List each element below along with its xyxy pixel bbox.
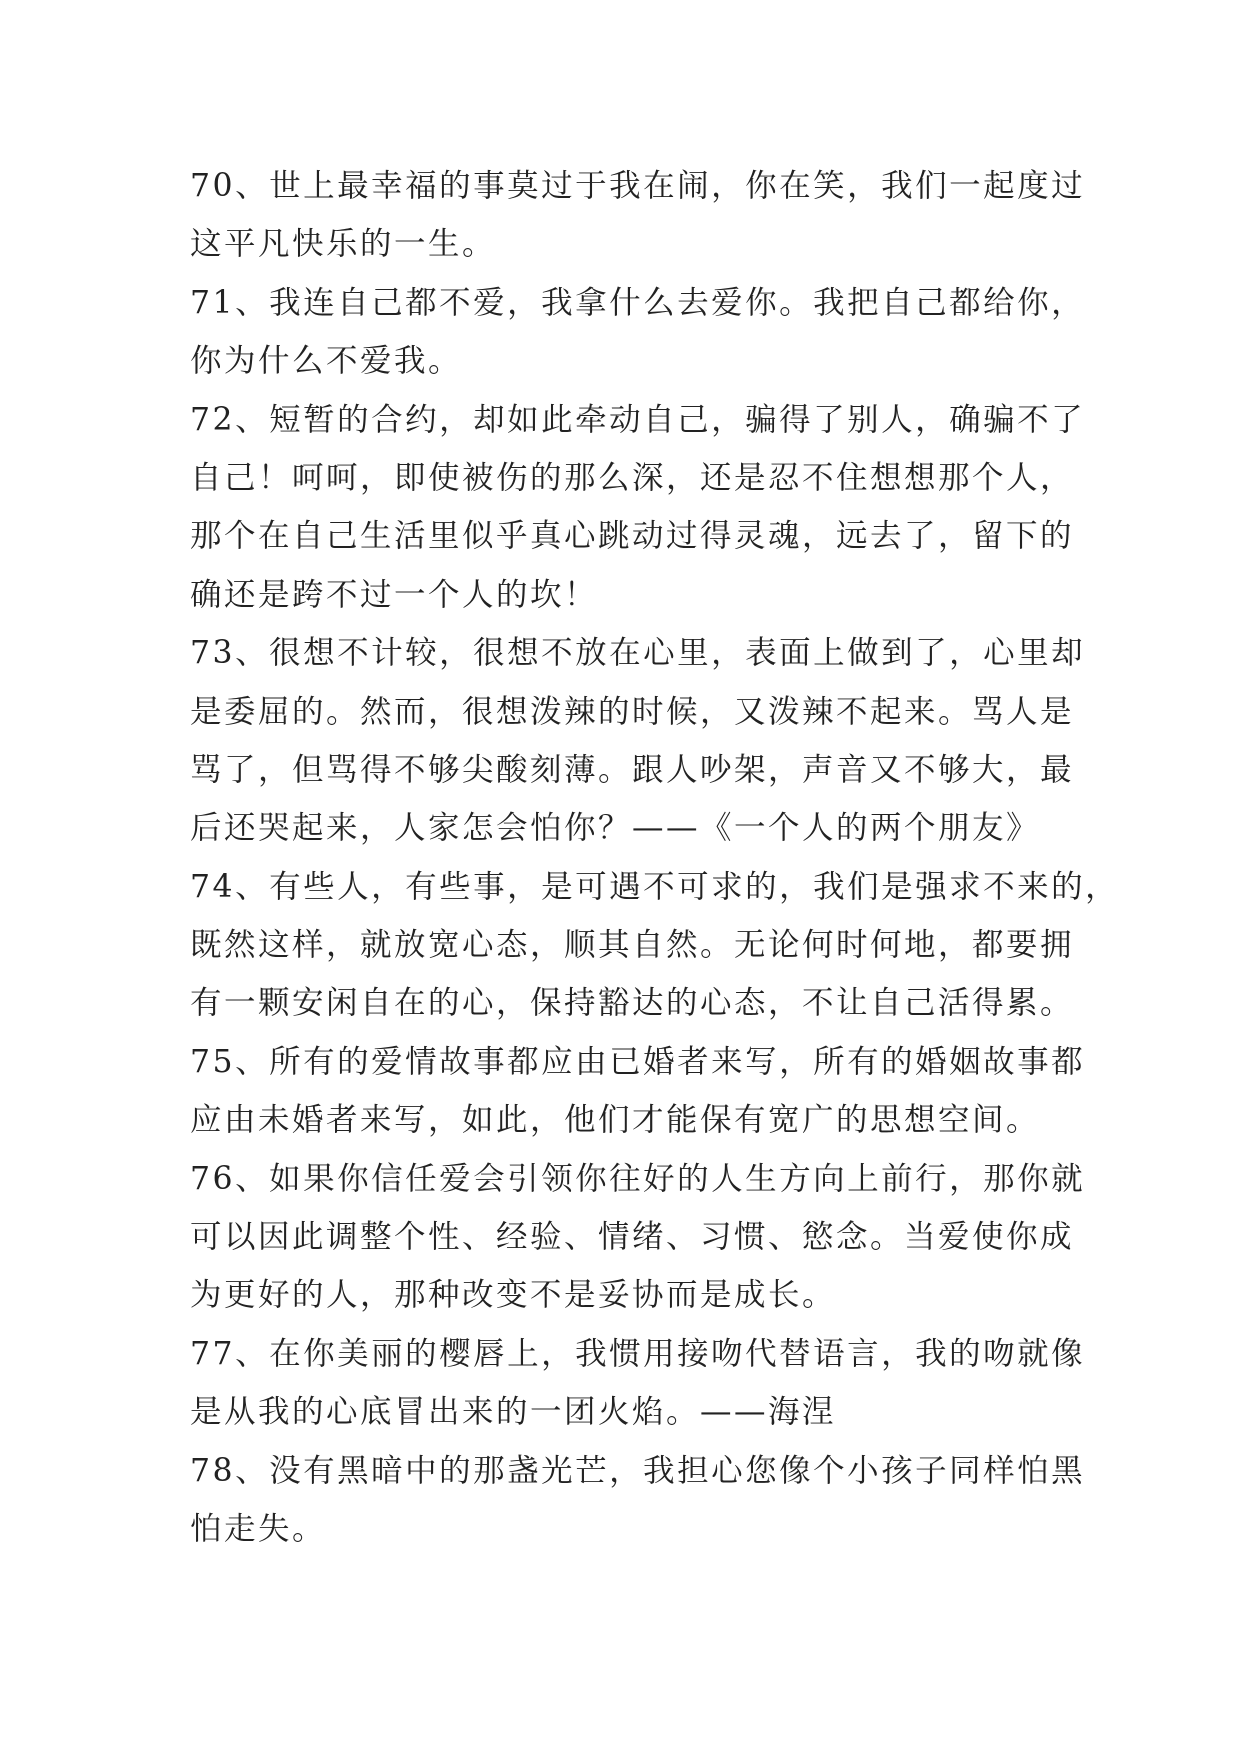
quote-entry-75	[190, 1033, 1086, 1150]
quote-entry-71	[190, 274, 1086, 391]
text-line: 为更好的人，那种改变不是妥协而是成长。	[190, 1277, 837, 1314]
quote-entry-72	[190, 391, 1086, 625]
text-line: 78、没有黑暗中的那盏光芒，我担心您像个小孩子同样怕黑	[190, 1452, 1086, 1489]
text-line: 怕走失。	[190, 1510, 327, 1547]
text-line: 76、如果你信任爱会引领你往好的人生方向上前行，那你就	[190, 1160, 1086, 1197]
text-line: 既然这样，就放宽心态，顺其自然。无论何时何地，都要拥	[190, 927, 1075, 964]
text-line: 骂了，但骂得不够尖酸刻薄。跟人吵架，声音又不够大，最	[190, 751, 1075, 788]
text-line: 那个在自己生活里似乎真心跳动过得灵魂，远去了，留下的	[190, 518, 1075, 555]
quote-entry-78	[190, 1442, 1086, 1559]
quote-entry-70	[190, 157, 1086, 274]
text-line: 77、在你美丽的樱唇上，我惯用接吻代替语言，我的吻就像	[190, 1335, 1086, 1372]
text-line: 应由未婚者来写，如此，他们才能保有宽广的思想空间。	[190, 1102, 1041, 1139]
text-line: 可以因此调整个性、经验、情绪、习惯、慾念。当爱使你成	[190, 1219, 1075, 1256]
text-line: 有一颗安闲自在的心，保持豁达的心态，不让自己活得累。	[190, 985, 1075, 1022]
quote-entry-73	[190, 624, 1086, 858]
text-line: 74、有些人，有些事，是可遇不可求的，我们是强求不来的，	[190, 868, 1120, 905]
text-line: 是委屈的。然而，很想泼辣的时候，又泼辣不起来。骂人是	[190, 693, 1075, 730]
text-line: 自己！呵呵，即使被伤的那么深，还是忍不住想想那个人，	[190, 459, 1075, 496]
text-line: 你为什么不爱我。	[190, 343, 463, 380]
text-line: 75、所有的爱情故事都应由已婚者来写，所有的婚姻故事都	[190, 1043, 1086, 1080]
quote-entry-76	[190, 1150, 1086, 1325]
quote-entry-74	[190, 858, 1120, 1033]
text-line: 是从我的心底冒出来的一团火焰。——海涅	[190, 1394, 837, 1431]
text-line: 73、很想不计较，很想不放在心里，表面上做到了，心里却	[190, 635, 1086, 672]
text-line: 70、世上最幸福的事莫过于我在闹，你在笑，我们一起度过	[190, 168, 1086, 204]
quote-entry-77	[190, 1325, 1086, 1442]
text-line: 确还是跨不过一个人的坎！	[190, 576, 599, 613]
text-line: 这平凡快乐的一生。	[190, 226, 497, 263]
text-line: 后还哭起来，人家怎会怕你？——《一个人的两个朋友》	[190, 810, 1041, 847]
text-line: 72、短暂的合约，却如此牵动自己，骗得了别人，确骗不了	[190, 401, 1086, 438]
text-line: 71、我连自己都不爱，我拿什么去爱你。我把自己都给你，	[190, 284, 1086, 321]
document-body	[190, 157, 1120, 1558]
